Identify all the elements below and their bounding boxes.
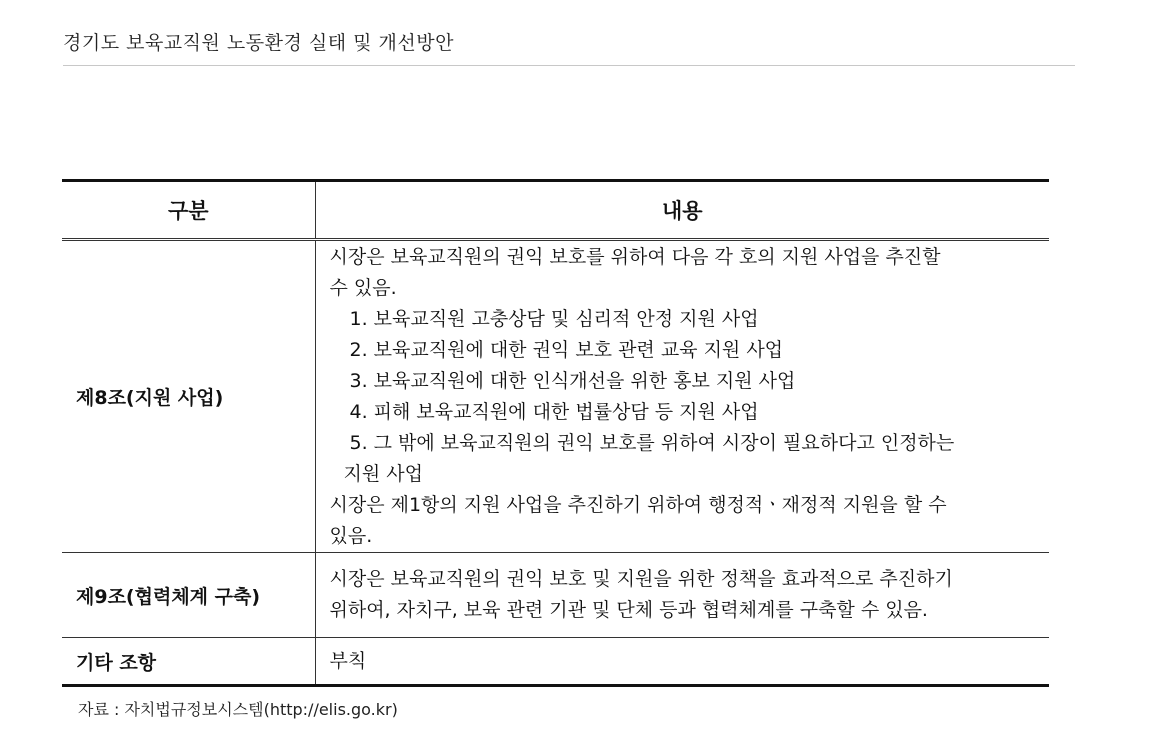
table-row xyxy=(62,553,1049,638)
list-item: 2. 보육교직원에 대한 권익 보호 관련 교육 지원 사업 xyxy=(349,338,784,361)
content-line: 있음. xyxy=(329,524,373,547)
header-divider xyxy=(63,65,1075,66)
source-note: 자료 : 자치법규정보시스템(http://elis.go.kr) xyxy=(78,700,398,719)
table-header-row xyxy=(62,181,1049,240)
content-line: 부칙 xyxy=(329,649,367,672)
list-item: 5. 그 밖에 보육교직원의 권익 보호를 위하여 시장이 필요하다고 인정하는 xyxy=(349,431,955,454)
list-item: 3. 보육교직원에 대한 인식개선을 위한 홍보 지원 사업 xyxy=(349,369,796,392)
content-line: 시장은 보육교직원의 권익 보호 및 지원을 위한 정책을 효과적으로 추진하기 xyxy=(329,568,953,590)
content-line: 수 있음. xyxy=(329,276,397,299)
row-label-article-8: 제8조(지원 사업) xyxy=(62,240,315,553)
table-row xyxy=(62,240,1049,553)
ordinance-table xyxy=(62,179,1049,687)
column-header-content: 내용 xyxy=(315,181,1049,240)
list-item: 1. 보육교직원 고충상담 및 심리적 안정 지원 사업 xyxy=(349,307,759,330)
row-label-other: 기타 조항 xyxy=(62,638,315,686)
row-content-article-8 xyxy=(315,240,1049,553)
content-line: 시장은 보육교직원의 권익 보호를 위하여 다음 각 호의 지원 사업을 추진할 xyxy=(329,245,941,268)
column-header-category: 구분 xyxy=(62,181,315,240)
content-line: 시장은 제1항의 지원 사업을 추진하기 위하여 행정적ㆍ재정적 지원을 할 수 xyxy=(329,493,947,516)
content-line: 위하여, 자치구, 보육 관련 기관 및 단체 등과 협력체계를 구축할 수 있음. xyxy=(329,599,928,621)
table-row xyxy=(62,638,1049,686)
row-content-article-9 xyxy=(315,553,1049,638)
row-label-article-9: 제9조(협력체계 구축) xyxy=(62,553,315,638)
running-header: 경기도 보육교직원 노동환경 실태 및 개선방안 xyxy=(63,32,454,54)
list-item: 4. 피해 보육교직원에 대한 법률상담 등 지원 사업 xyxy=(349,400,759,423)
row-content-other xyxy=(315,638,1049,686)
list-item-continuation: 지원 사업 xyxy=(343,462,423,485)
